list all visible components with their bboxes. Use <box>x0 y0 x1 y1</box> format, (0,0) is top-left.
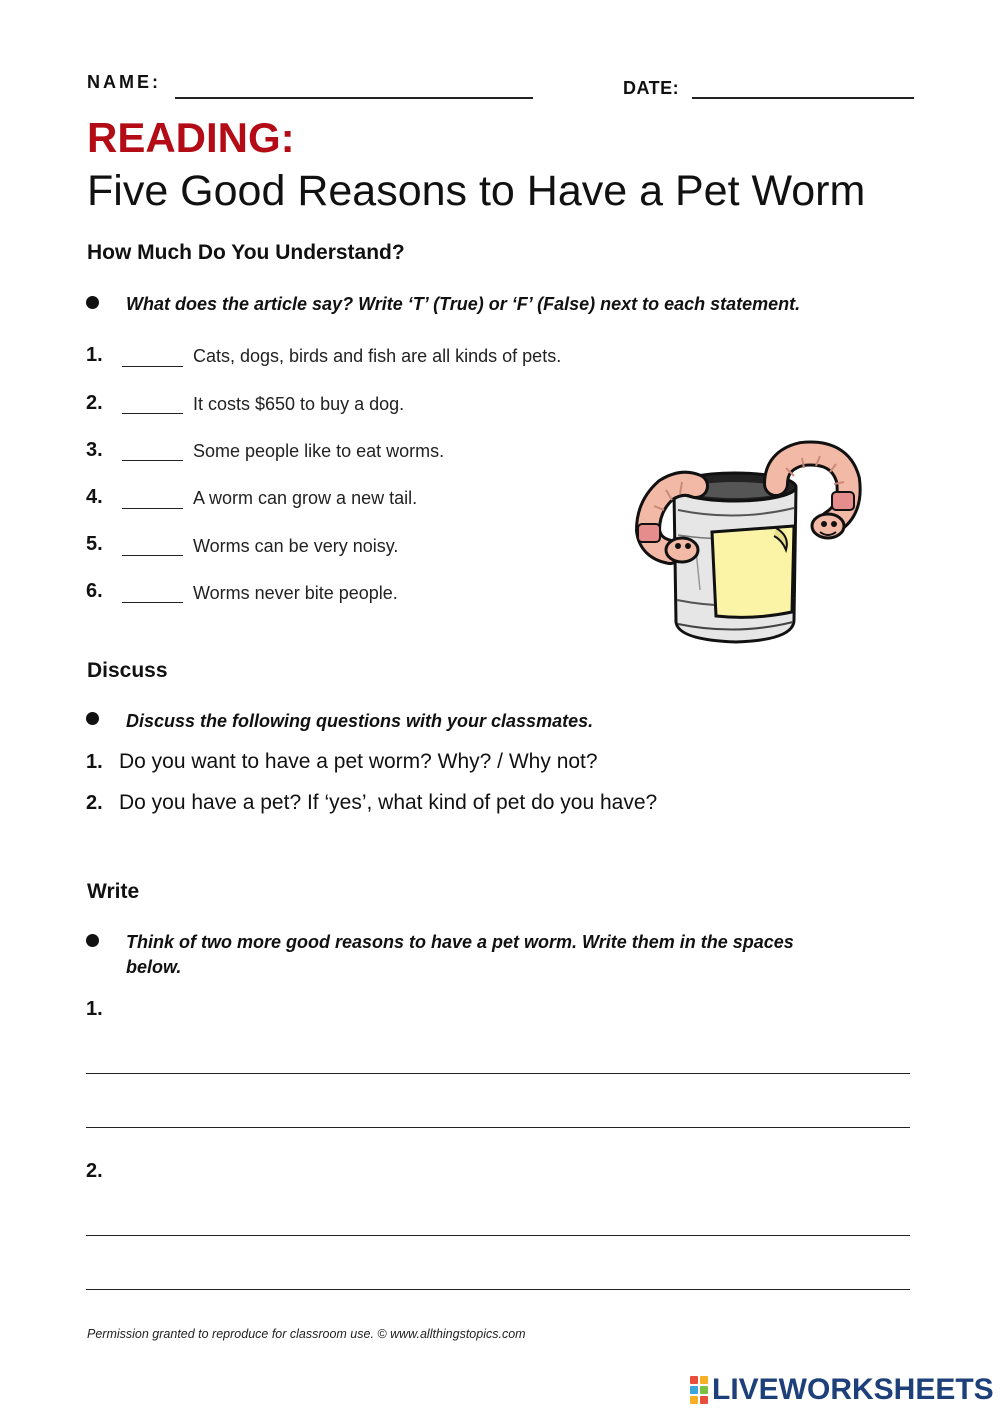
bullet-icon <box>86 296 99 309</box>
statement-number: 2. <box>86 392 103 414</box>
understand-heading: How Much Do You Understand? <box>87 241 405 264</box>
write-item-number: 1. <box>86 998 103 1020</box>
discuss-heading: Discuss <box>87 659 168 682</box>
reading-title: READING: <box>87 114 295 161</box>
liveworksheets-logo[interactable] <box>690 1372 994 1408</box>
statement-number: 1. <box>86 344 103 366</box>
logo-blocks-icon <box>690 1376 708 1404</box>
statement-text: Worms never bite people. <box>193 583 398 603</box>
statement-number: 4. <box>86 486 103 508</box>
write-answer-line[interactable] <box>86 1127 910 1128</box>
name-field-line[interactable] <box>175 97 533 99</box>
write-item-number: 2. <box>86 1160 103 1182</box>
answer-blank[interactable] <box>122 508 183 509</box>
question-number: 1. <box>86 751 103 773</box>
statement-text: Cats, dogs, birds and fish are all kinds of pets. <box>193 346 562 366</box>
write-answer-line[interactable] <box>86 1289 910 1290</box>
statement-text: A worm can grow a new tail. <box>193 488 418 508</box>
name-label: NAME: <box>87 72 161 92</box>
permission-note: Permission granted to reproduce for classroom use. © www.allthingstopics.com <box>87 1327 526 1341</box>
write-answer-line[interactable] <box>86 1073 910 1074</box>
bullet-icon <box>86 712 99 725</box>
worm-can-illustration <box>626 440 864 650</box>
statement-text: Worms can be very noisy. <box>193 536 399 556</box>
answer-blank[interactable] <box>122 413 183 414</box>
write-heading: Write <box>87 880 140 903</box>
bullet-icon <box>86 934 99 947</box>
answer-blank[interactable] <box>122 366 183 367</box>
question-number: 2. <box>86 792 103 814</box>
understand-instruction: What does the article say? Write ‘T’ (True) or ‘F’ (False) next to each statement. <box>126 294 801 314</box>
statement-number: 3. <box>86 439 103 461</box>
discuss-instruction: Discuss the following questions with your classmates. <box>126 711 594 731</box>
question-text: Do you want to have a pet worm? Why? / Why not? <box>119 750 598 773</box>
question-text: Do you have a pet? If ‘yes’, what kind of pet do you have? <box>119 791 658 814</box>
statement-text: Some people like to eat worms. <box>193 441 445 461</box>
logo-text: LIVEWORKSHEETS <box>712 1373 994 1406</box>
statement-number: 5. <box>86 533 103 555</box>
answer-blank[interactable] <box>122 602 183 603</box>
date-label: DATE: <box>623 78 680 98</box>
write-instruction-line1: Think of two more good reasons to have a pet worm. Write them in the spaces <box>126 932 794 952</box>
answer-blank[interactable] <box>122 460 183 461</box>
answer-blank[interactable] <box>122 555 183 556</box>
write-instruction-line2: below. <box>126 957 182 977</box>
statement-number: 6. <box>86 580 103 602</box>
write-answer-line[interactable] <box>86 1235 910 1236</box>
date-field-line[interactable] <box>692 97 914 99</box>
page-title: Five Good Reasons to Have a Pet Worm <box>87 167 866 215</box>
statement-text: It costs $650 to buy a dog. <box>193 394 405 414</box>
